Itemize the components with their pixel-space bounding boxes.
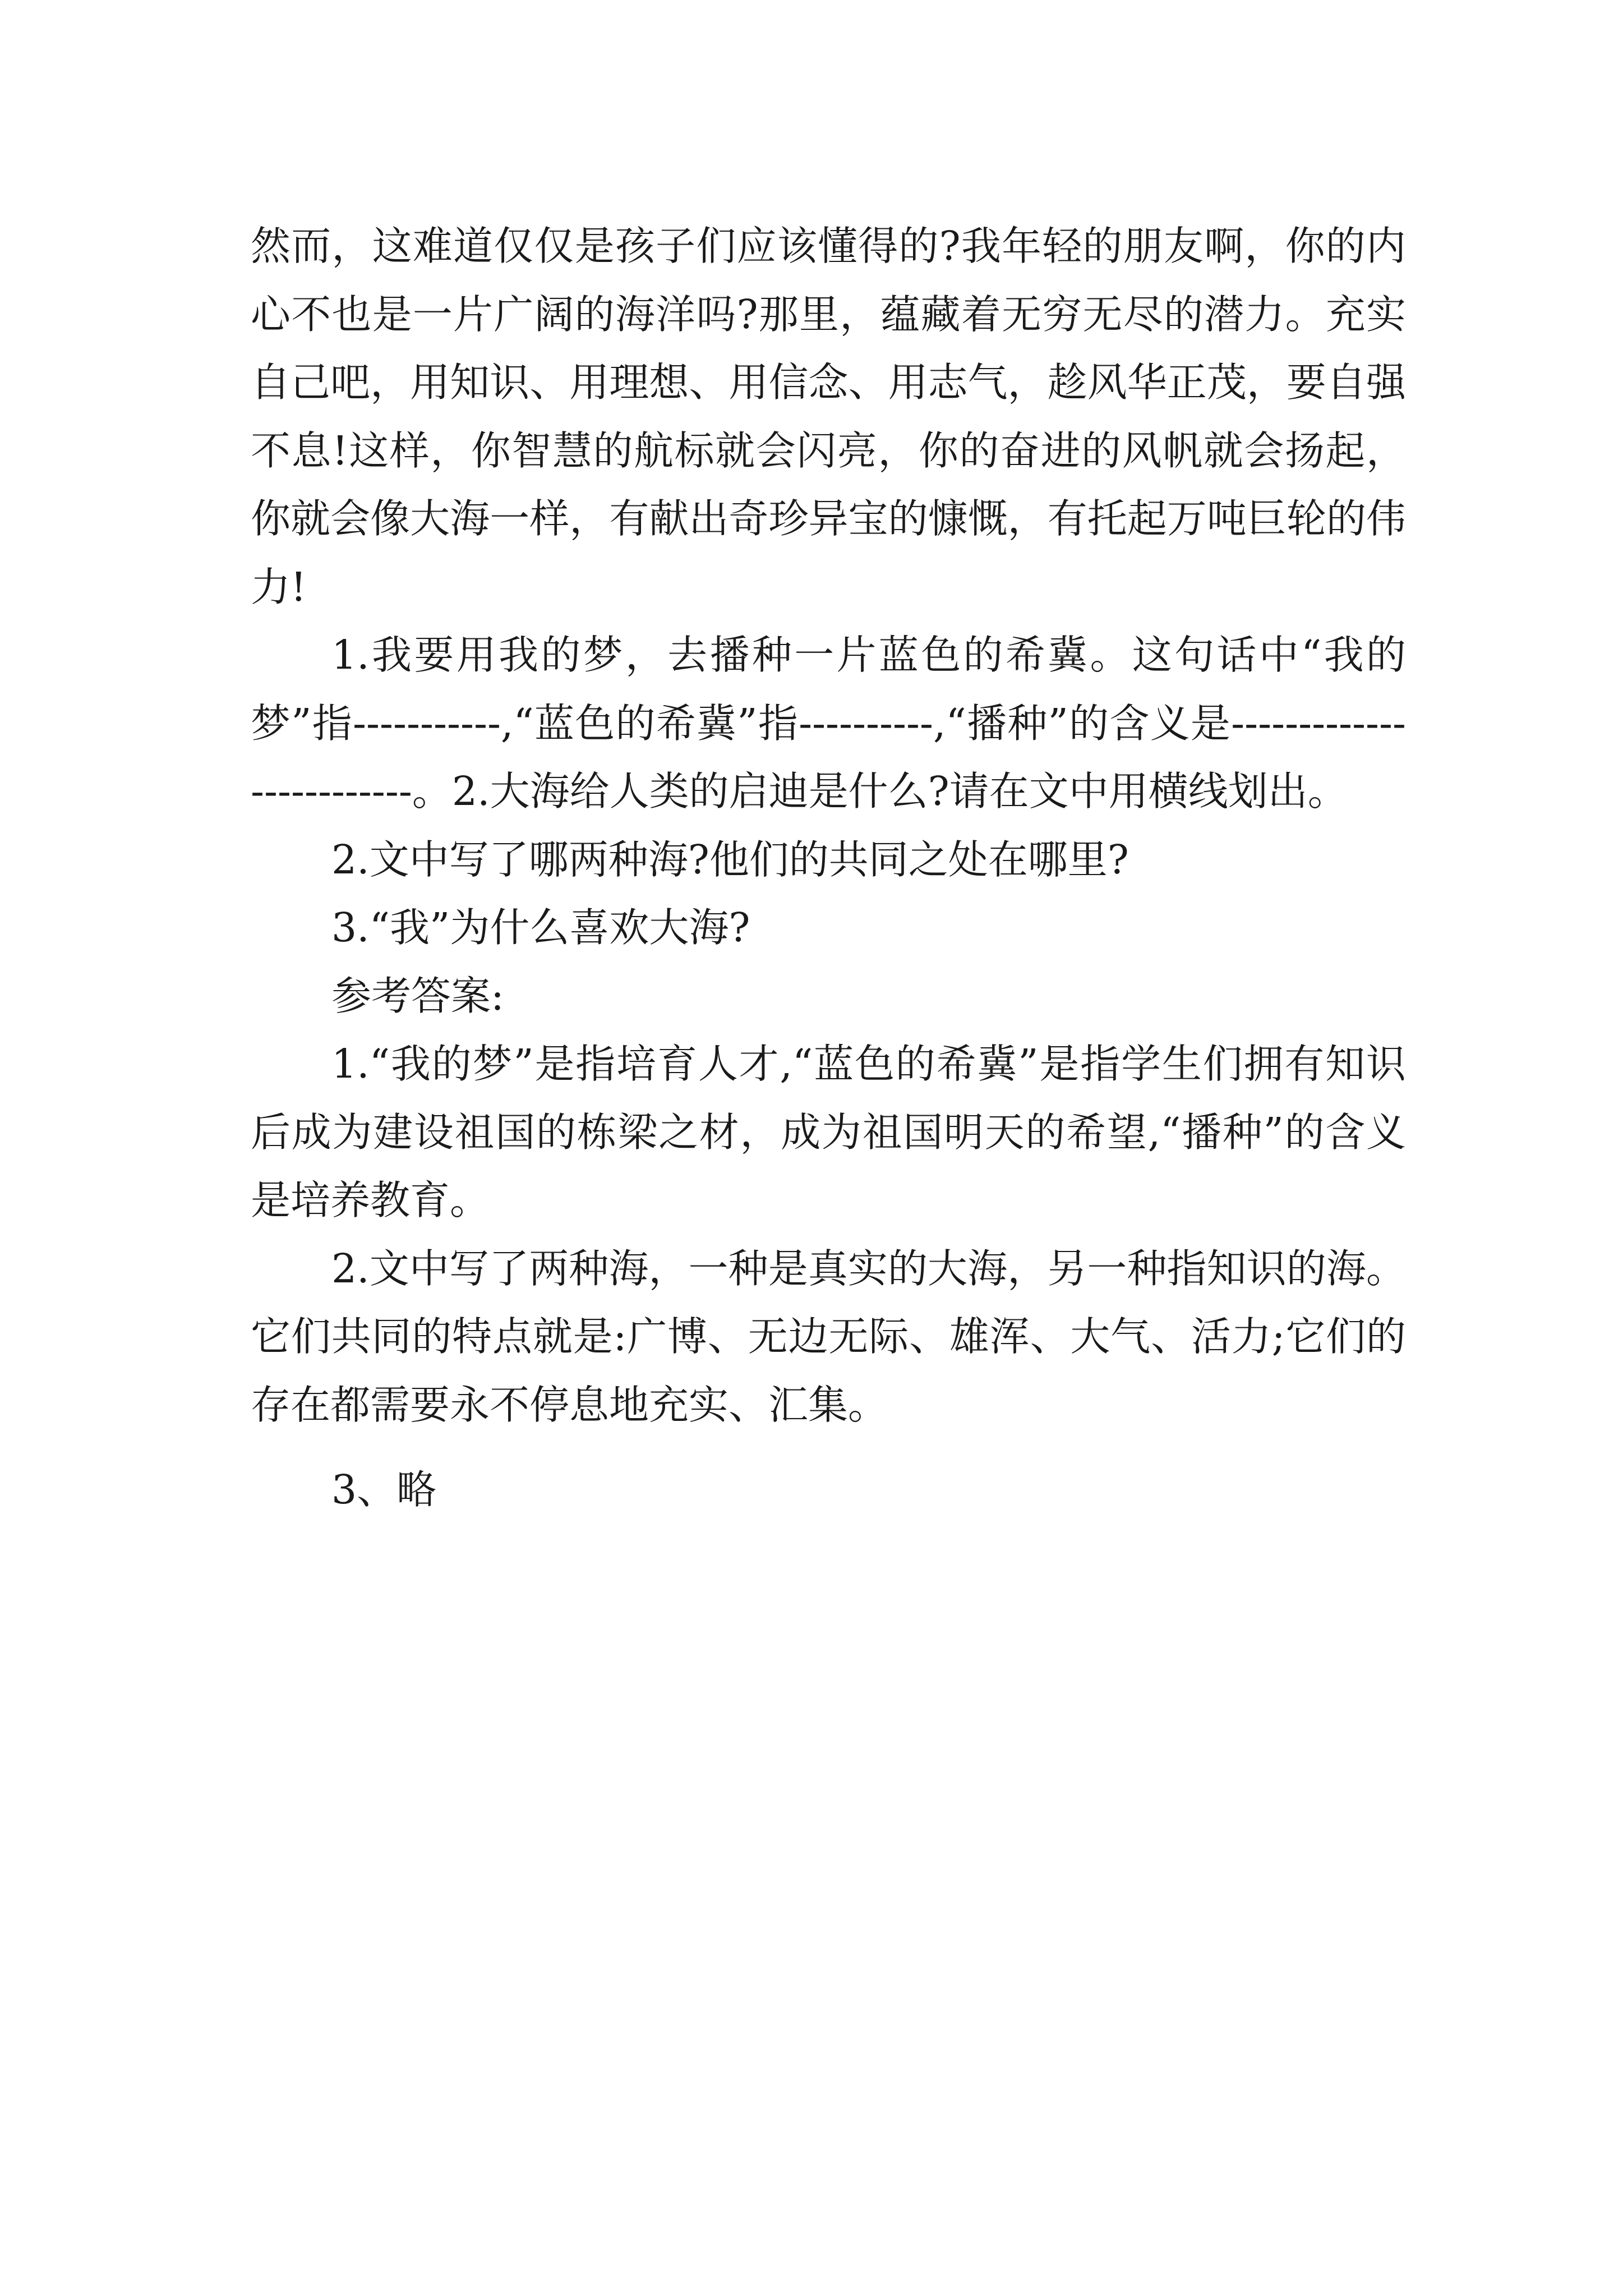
answers-heading: 参考答案: [331, 972, 504, 1019]
question-1: 1.我要用我的梦，去播种一片蓝色的希冀。这句话中“我的梦”指-----------,“蓝色的希冀”指----------,“播种”的含义是-------------------------。2.大海给人类的启迪是什么?请在文中用横线划出。 [251, 632, 1406, 815]
answer-2: 2.文中写了两种海，一种是真实的大海，另一种指知识的海。它们共同的特点就是:广博、无边无际、雄浑、大气、活力;它们的存在都需要永不停息地充实、汇集。 [251, 1245, 1406, 1428]
answer-1: 1.“我的梦”是指培育人才,“蓝色的希冀”是指学生们拥有知识后成为建设祖国的栋梁之材，成为祖国明天的希望,“播种”的含义是培养教育。 [251, 1041, 1406, 1223]
answer-3: 3、略 [331, 1466, 437, 1513]
body-text [251, 212, 1406, 1524]
passage-paragraph: 然而，这难道仅仅是孩子们应该懂得的?我年轻的朋友啊，你的内心不也是一片广阔的海洋吗?那里，蕴藏着无穷无尽的潜力。充实自己吧，用知识、用理想、用信念、用志气，趁风华正茂，要自强不息!这样，你智慧的航标就会闪亮，你的奋进的风帆就会扬起，你就会像大海一样，有献出奇珍异宝的慷慨，有托起万吨巨轮的伟力! [251, 223, 1406, 610]
question-3: 3.“我”为什么喜欢大海? [331, 904, 750, 951]
question-2: 2.文中写了哪两种海?他们的共同之处在哪里? [331, 836, 1129, 883]
